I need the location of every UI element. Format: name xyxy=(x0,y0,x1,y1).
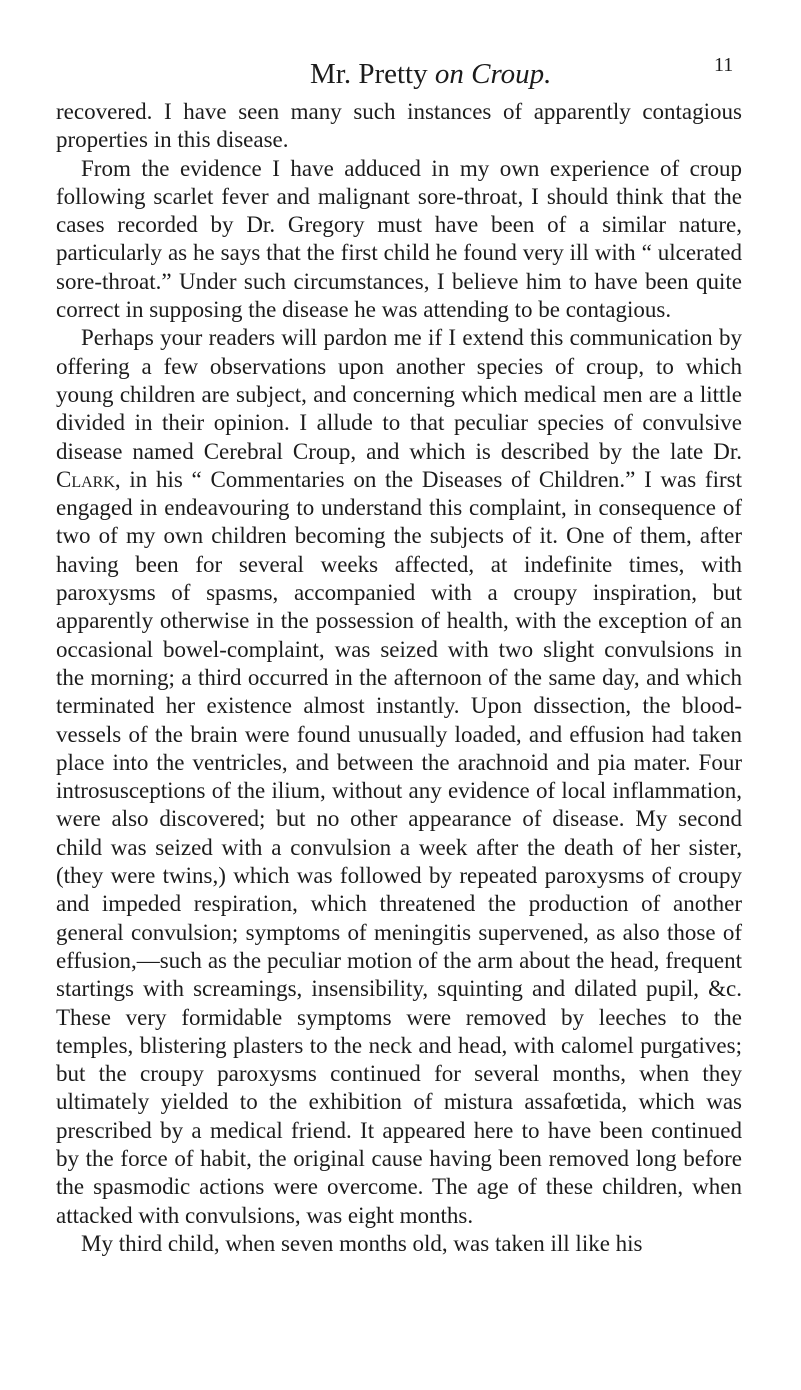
page-number: 11 xyxy=(714,54,734,76)
author-name-clark: Clark xyxy=(56,466,115,492)
paragraph-1 xyxy=(56,98,742,155)
running-head-on: on xyxy=(434,58,464,90)
paragraph-1-text: recovered. I have seen many such instances of apparently contagious properties in this disease. xyxy=(56,99,742,153)
paragraph-2 xyxy=(56,155,742,325)
running-head-title xyxy=(310,58,551,91)
paragraph-2-text: From the evidence I have adduced in my own experience of croup following scarlet fever and malignant sore-throat, I should think that the cases recorded by Dr. Gregory must have been of a similar nature, particularly as he says that the first child he found very ill with “ ulcerated sore-throat.” Under such circumstances, I believe him to have been quite correct in supposing the disease he was attending to be contagious. xyxy=(56,155,742,323)
paragraph-4-text: My third child, when seven months old, was taken ill like his xyxy=(81,1230,643,1256)
running-head-subject: Croup. xyxy=(471,58,552,90)
paragraph-4 xyxy=(56,1230,742,1258)
running-head xyxy=(0,54,801,98)
body-text xyxy=(56,98,742,1258)
running-head-author: Mr. Pretty xyxy=(310,58,428,90)
paragraph-3-text-before: Perhaps your readers will pardon me if I extend this communication by offering a few observations upon another species of croup, to which young children are subject, and concerning which medical men are a little divided in their opinion. I allude to that peculiar species of convulsive disease named Cerebral Croup, and which is described by the late Dr. xyxy=(56,325,742,464)
paragraph-3-text-after: , in his “ Commentaries on the Diseases of Children.” I was first engaged in endeavouring to understand this complaint, in consequence of two of my own children becoming the subjects of it. One of them, after having been for several weeks affected, at indefinite times, with paroxysms of spasms, accompanied with a croupy inspiration, but apparently otherwise in the possession of health, with the exception of an occasional bowel-complaint, was seized with two slight convulsions in the morning; a third occurred in the afternoon of the same day, and which terminated her existence almost instantly. Upon dissection, the blood-vessels of the brain were found unusually loaded, and effusion had taken place into the ventricles, and between the arachnoid and pia mater. Four introsusceptions of the ilium, without any evidence of local inflammation, were also discovered; but no other appearance of disease. My second child was seized with a convulsion a week after the death of her sister, (they were twins,) which was followed by repeated paroxysms of croupy and impeded respiration, which threatened the production of another general convulsion; symptoms of meningitis supervened, as also those of effusion,—such as the peculiar motion of the arm about the head, frequent startings with screamings, insensibility, squinting and dilated pupil, &c. These very formidable symptoms were removed by leeches to the temples, blistering plasters to the neck and head, with calomel purgatives; but the croupy paroxysms continued for several months, when they ultimately yielded to the exhibition of mistura assafœtida, which was prescribed by a medical friend. It appeared here to have been continued by the force of habit, the original cause having been removed long before the spasmodic actions were overcome. The age of these children, when attacked with convulsions, was eight months. xyxy=(56,466,742,1228)
paragraph-3 xyxy=(56,324,742,1230)
